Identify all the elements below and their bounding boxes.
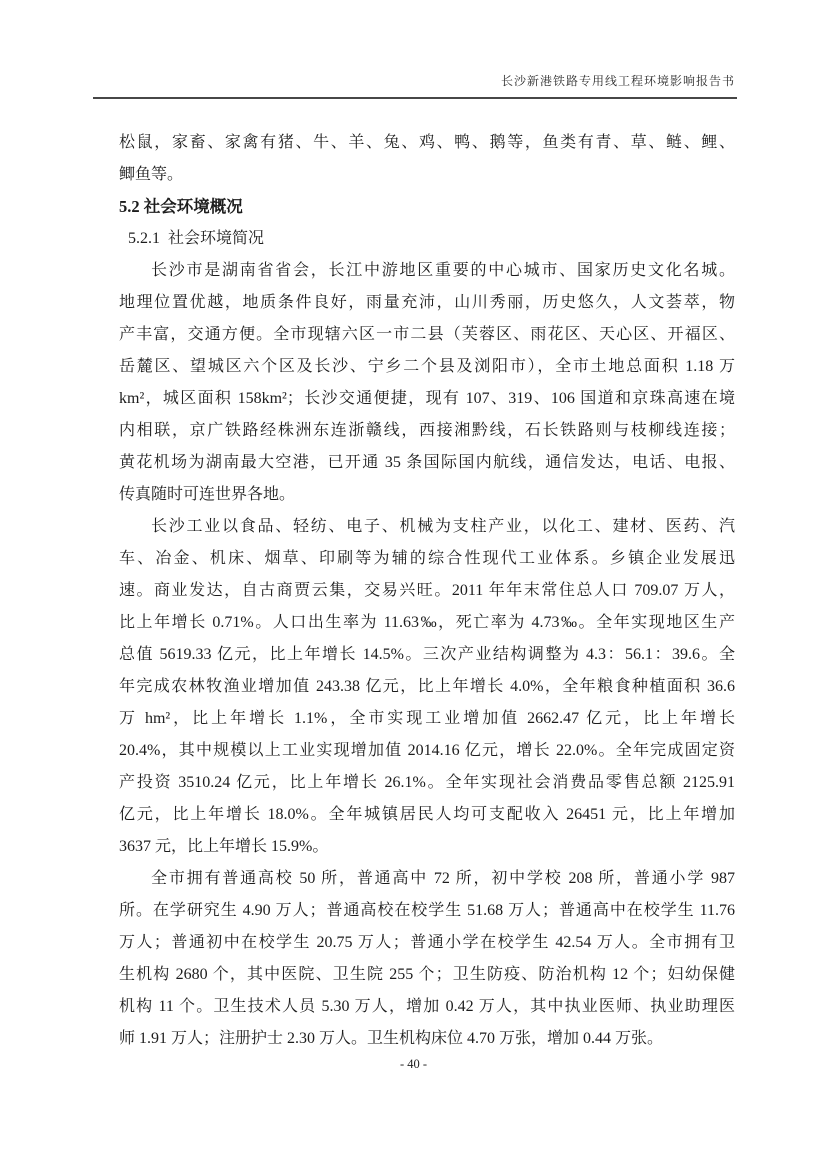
text-line: 比上年增长 0.71%。人口出生率为 11.63‰，死亡率为 4.73‰。全年实现地区生产 bbox=[119, 614, 735, 631]
text-line: 地理位置优越，地质条件良好，雨量充沛，山川秀丽，历史悠久，人文荟萃，物 bbox=[119, 294, 735, 311]
page-footer bbox=[0, 1055, 827, 1073]
text-line: 师 1.91 万人；注册护士 2.30 万人。卫生机构床位 4.70 万张，增加 0.44 万张。 bbox=[119, 1030, 664, 1047]
text-line: 车、冶金、机床、烟草、印刷等为辅的综合性现代工业体系。乡镇企业发展迅 bbox=[119, 550, 735, 567]
text-line: 3637 元，比上年增长 15.9%。 bbox=[119, 838, 329, 855]
text-line: 生机构 2680 个，其中医院、卫生院 255 个；卫生防疫、防治机构 12 个；妇幼保健 bbox=[119, 966, 735, 983]
subsection-heading-5-2-1: 5.2.1 社会环境简况 bbox=[128, 230, 265, 247]
text-line: 全市拥有普通高校 50 所，普通高中 72 所，初中学校 208 所，普通小学 987 bbox=[151, 870, 735, 887]
paragraph-city-overview bbox=[119, 255, 735, 511]
text-line: 年完成农林牧渔业增加值 243.38 亿元，比上年增长 4.0%，全年粮食种植面积 36.6 bbox=[119, 678, 735, 695]
text-line: 产丰富，交通方便。全市现辖六区一市二县（芙蓉区、雨花区、天心区、开福区、 bbox=[119, 326, 735, 343]
paragraph-industry-economy bbox=[119, 511, 735, 863]
running-header bbox=[0, 0, 827, 89]
text-line: 产投资 3510.24 亿元，比上年增长 26.1%。全年实现社会消费品零售总额 2125.91 bbox=[119, 774, 735, 791]
text-line: 所。在学研究生 4.90 万人；普通高校在校学生 51.68 万人；普通高中在校学生 11.76 bbox=[119, 902, 735, 919]
text-line: 长沙市是湖南省省会，长江中游地区重要的中心城市、国家历史文化名城。 bbox=[151, 262, 735, 279]
text-line: 鲫鱼等。 bbox=[119, 166, 184, 183]
text-line: 机构 11 个。卫生技术人员 5.30 万人，增加 0.42 万人，其中执业医师、执业助理医 bbox=[119, 998, 735, 1015]
paragraph-education-health bbox=[119, 863, 735, 1055]
text-line: km²，城区面积 158km²；长沙交通便捷，现有 107、319、106 国道和京珠高速在境 bbox=[119, 390, 735, 407]
text-line: 万 hm²，比上年增长 1.1%，全市实现工业增加值 2662.47 亿元，比上年增长 bbox=[119, 710, 735, 727]
page-number: - 40 - bbox=[399, 1057, 428, 1071]
text-line: 20.4%，其中规模以上工业实现增加值 2014.16 亿元，增长 22.0%。全年完成固定资 bbox=[119, 742, 735, 759]
text-line: 万人；普通初中在校学生 20.75 万人；普通小学在校学生 42.54 万人。全市拥有卫 bbox=[119, 934, 735, 951]
text-line: 松鼠，家畜、家禽有猪、牛、羊、兔、鸡、鸭、鹅等，鱼类有青、草、鲢、鲤、 bbox=[119, 134, 735, 151]
running-header-title: 长沙新港铁路专用线工程环境影响报告书 bbox=[500, 74, 735, 88]
text-line: 内相联，京广铁路经株洲东连浙赣线，西接湘黔线，石长铁路则与枝柳线连接； bbox=[119, 422, 735, 439]
text-line: 速。商业发达，自古商贾云集，交易兴旺。2011 年年末常住总人口 709.07 万人， bbox=[119, 582, 735, 599]
paragraph-animals-continuation bbox=[119, 127, 735, 191]
text-line: 传真随时可连世界各地。 bbox=[119, 486, 296, 503]
section-heading-5-2: 5.2 社会环境概况 bbox=[119, 197, 243, 216]
text-line: 总值 5619.33 亿元，比上年增长 14.5%。三次产业结构调整为 4.3：56.1：39.6。全 bbox=[119, 646, 735, 663]
text-line: 亿元，比上年增长 18.0%。全年城镇居民人均可支配收入 26451 元，比上年增加 bbox=[119, 806, 735, 823]
header-rule bbox=[93, 97, 737, 99]
document-body bbox=[119, 127, 735, 1055]
text-line: 岳麓区、望城区六个区及长沙、宁乡二个县及浏阳市），全市土地总面积 1.18 万 bbox=[119, 358, 735, 375]
text-line: 长沙工业以食品、轻纺、电子、机械为支柱产业，以化工、建材、医药、汽 bbox=[151, 518, 735, 535]
text-line: 黄花机场为湖南最大空港，已开通 35 条国际国内航线，通信发达，电话、电报、 bbox=[119, 454, 735, 471]
